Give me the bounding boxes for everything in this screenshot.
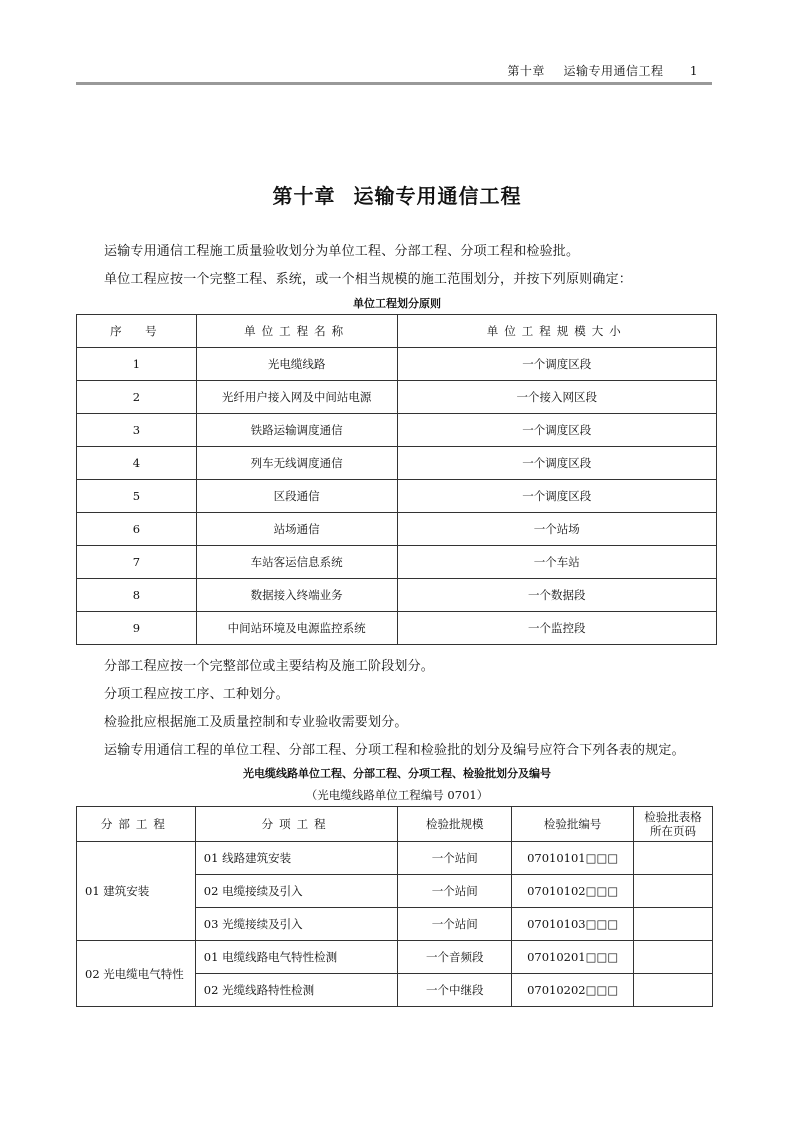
table-cell: 07010201□□□	[512, 941, 634, 974]
table-cell: 一个音频段	[398, 941, 512, 974]
paragraph: 分项工程应按工序、工种划分。	[104, 687, 289, 702]
table-cell: 数据接入终端业务	[196, 579, 397, 612]
column-header: 检验批编号	[512, 807, 634, 842]
table-cell: 一个站间	[398, 842, 512, 875]
column-header: 单位工程名称	[196, 315, 397, 348]
running-header	[76, 62, 712, 78]
table-cell: 铁路运输调度通信	[196, 414, 397, 447]
header-section: 运输专用通信工程	[563, 64, 664, 78]
running-header-text	[507, 62, 698, 79]
table-cell: 8	[77, 579, 197, 612]
paragraph: 运输专用通信工程的单位工程、分部工程、分项工程和检验批的划分及编号应符合下列各表的规定。	[104, 743, 685, 758]
table-cell: 3	[77, 414, 197, 447]
column-header: 分项工程	[195, 807, 398, 842]
table-cell: 01 线路建筑安装	[195, 842, 398, 875]
table-cell: 光纤用户接入网及中间站电源	[196, 381, 397, 414]
table-row	[77, 414, 717, 447]
table-cell: 02 光缆线路特性检测	[195, 974, 398, 1007]
column-header	[634, 807, 713, 842]
unit-division-table	[76, 314, 717, 645]
table-cell: 一个车站	[397, 546, 716, 579]
table-cell: 一个调度区段	[397, 348, 716, 381]
header-chapter: 第十章	[507, 64, 545, 78]
table-cell: 列车无线调度通信	[196, 447, 397, 480]
table-cell: 一个调度区段	[397, 447, 716, 480]
table-cell	[634, 908, 713, 941]
table-cell: 站场通信	[196, 513, 397, 546]
table-cell: 一个调度区段	[397, 414, 716, 447]
table-row	[77, 612, 717, 645]
column-header: 检验批规模	[398, 807, 512, 842]
group-cell: 01 建筑安装	[77, 842, 196, 941]
table-cell: 1	[77, 348, 197, 381]
table-cell: 01 电缆线路电气特性检测	[195, 941, 398, 974]
table-cell: 一个站间	[398, 875, 512, 908]
chapter-title	[0, 180, 794, 209]
column-header-line: 所在页码	[650, 824, 697, 838]
table-cell: 一个监控段	[397, 612, 716, 645]
table-cell: 一个站场	[397, 513, 716, 546]
table-cell: 一个接入网区段	[397, 381, 716, 414]
table-row	[77, 381, 717, 414]
table-cell	[634, 974, 713, 1007]
table-cell: 03 光缆接续及引入	[195, 908, 398, 941]
table-cell: 一个站间	[398, 908, 512, 941]
table-header-row	[77, 315, 717, 348]
paragraph: 单位工程应按一个完整工程、系统，或一个相当规模的施工范围划分，并按下列原则确定：	[104, 272, 633, 287]
table-row	[77, 579, 717, 612]
column-header: 单位工程规模大小	[397, 315, 716, 348]
header-rule	[76, 82, 712, 85]
table-cell: 一个中继段	[398, 974, 512, 1007]
table-cell: 07010103□□□	[512, 908, 634, 941]
table-cell: 中间站环境及电源监控系统	[196, 612, 397, 645]
table-cell: 区段通信	[196, 480, 397, 513]
paragraph: 检验批应根据施工及质量控制和专业验收需要划分。	[104, 715, 408, 730]
table-cell: 4	[77, 447, 197, 480]
paragraph: 分部工程应按一个完整部位或主要结构及施工阶段划分。	[104, 659, 435, 674]
chapter-number: 第十章	[272, 184, 336, 208]
chapter-name: 运输专用通信工程	[353, 184, 522, 208]
paragraph: 运输专用通信工程施工质量验收划分为单位工程、分部工程、分项工程和检验批。	[104, 244, 580, 259]
table-row	[77, 546, 717, 579]
table-row	[77, 480, 717, 513]
table-cell	[634, 941, 713, 974]
table-cell	[634, 842, 713, 875]
table2-caption: 光电缆线路单位工程、分部工程、分项工程、检验批划分及编号	[243, 767, 551, 780]
table-cell: 07010102□□□	[512, 875, 634, 908]
table-cell: 车站客运信息系统	[196, 546, 397, 579]
table-row	[77, 842, 713, 875]
table2-subcaption: （光电缆线路单位工程编号 0701）	[305, 788, 489, 802]
table-row	[77, 941, 713, 974]
table-cell: 5	[77, 480, 197, 513]
table-cell: 6	[77, 513, 197, 546]
table-row	[77, 348, 717, 381]
column-header-line: 检验批表格	[644, 809, 702, 824]
table-row	[77, 513, 717, 546]
group-cell: 02 光电缆电气特性	[77, 941, 196, 1007]
table-cell: 一个调度区段	[397, 480, 716, 513]
division-numbering-table	[76, 806, 713, 1007]
column-header: 序 号	[77, 315, 197, 348]
header-page-number: 1	[689, 64, 698, 78]
table-cell: 7	[77, 546, 197, 579]
table-cell: 02 电缆接续及引入	[195, 875, 398, 908]
table-cell: 一个数据段	[397, 579, 716, 612]
table-row	[77, 447, 717, 480]
table-cell: 07010101□□□	[512, 842, 634, 875]
table-cell	[634, 875, 713, 908]
table-cell: 9	[77, 612, 197, 645]
table-cell: 2	[77, 381, 197, 414]
table-header-row	[77, 807, 713, 842]
table-cell: 光电缆线路	[196, 348, 397, 381]
table1-caption: 单位工程划分原则	[353, 297, 441, 310]
column-header: 分部工程	[77, 807, 196, 842]
table-cell: 07010202□□□	[512, 974, 634, 1007]
